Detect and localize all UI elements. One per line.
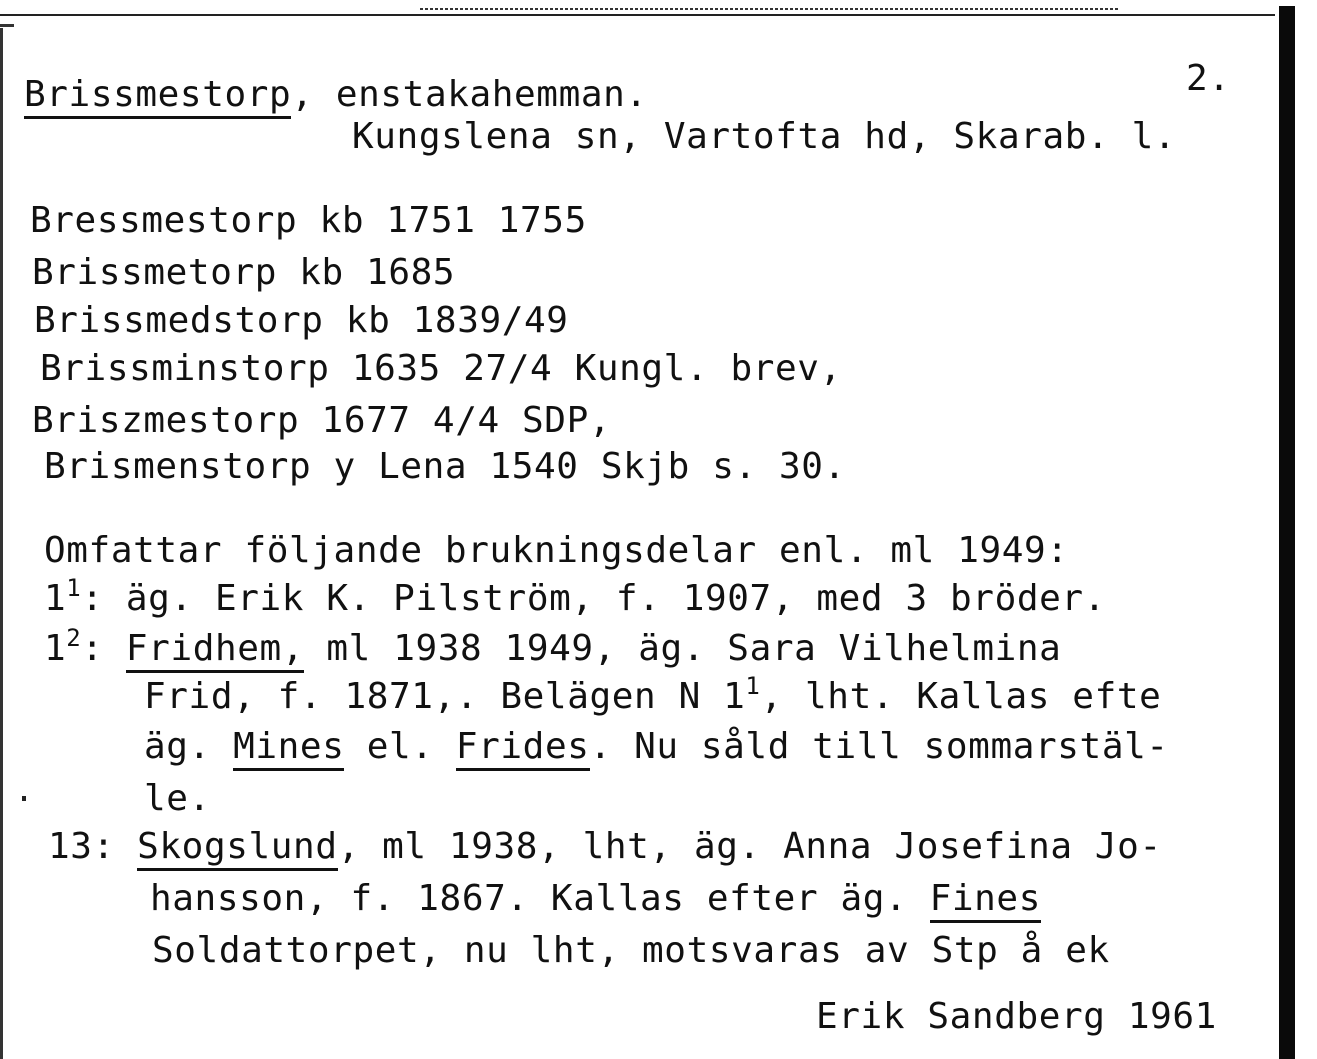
- unit-1-2-alias-2: Frides: [456, 726, 590, 771]
- unit-1-3-sep: :: [92, 826, 138, 867]
- unit-1-2-line-2: [144, 672, 1162, 721]
- unit-1-2-line-4: le.: [144, 778, 211, 819]
- parish-line: Kungslena sn, Vartofta hd, Skarab. l.: [352, 116, 1177, 157]
- unit-1-1-text: : äg. Erik K. Pilström, f. 1907, med 3 bröder.: [81, 578, 1106, 619]
- unit-1-3-line-3: Soldattorpet, nu lht, motsvaras av Stp å ek: [152, 930, 1110, 971]
- unit-1-2-alias-1: Mines: [233, 726, 344, 771]
- units-intro: Omfattar följande brukningsdelar enl. ml 1949:: [44, 530, 1069, 571]
- unit-1-2-line-3: [144, 726, 1169, 768]
- unit-1-3-number: 1: [48, 826, 71, 867]
- spelling-3: Brissmedstorp kb 1839/49: [34, 300, 569, 341]
- spelling-4: Brissminstorp 1635 27/4 Kungl. brev,: [40, 348, 842, 389]
- card-top-edge: [0, 14, 1275, 16]
- place-name: Brissmestorp: [24, 74, 291, 119]
- heading-line: [24, 74, 648, 116]
- card-number: 2.: [1186, 58, 1231, 99]
- spelling-1: Bressmestorp kb 1751 1755: [30, 200, 587, 241]
- unit-1-2-text-2a: Frid, f. 1871,. Belägen N 1: [144, 676, 746, 717]
- unit-1-1: [44, 574, 1106, 623]
- card-right-edge: [1279, 6, 1295, 1059]
- unit-1-2-text-2b: , lht. Kallas efte: [760, 676, 1162, 717]
- spelling-5: Briszmestorp 1677 4/4 SDP,: [32, 400, 612, 441]
- unit-1-3-alias: Fines: [930, 878, 1041, 923]
- unit-1-2-text-3a: äg.: [144, 726, 234, 767]
- ink-speck: [22, 796, 26, 801]
- card-top-edge-dotted: [420, 8, 1120, 10]
- card-left-edge: [0, 28, 3, 1059]
- unit-1-1-sup: 1: [66, 574, 82, 602]
- unit-1-3-name: Skogslund: [137, 826, 337, 871]
- unit-1-3-sup: 3: [70, 826, 93, 867]
- spelling-2: Brissmetorp kb 1685: [32, 252, 456, 293]
- unit-1-2-name: Fridhem,: [126, 628, 304, 673]
- place-type: , enstakahemman.: [291, 74, 648, 115]
- unit-1-2-text-3c: . Nu såld till sommarstäl-: [589, 726, 1169, 767]
- unit-1-2-text-2sup: 1: [745, 672, 761, 700]
- card-corner-mark: [0, 24, 14, 27]
- unit-1-2-text-3b: el.: [344, 726, 456, 767]
- unit-1-2-number: 1: [44, 628, 67, 669]
- unit-1-3-text-1: , ml 1938, lht, äg. Anna Josefina Jo-: [337, 826, 1162, 867]
- signature: Erik Sandberg 1961: [816, 996, 1217, 1037]
- unit-1-2-text-1: ml 1938 1949, äg. Sara Vilhelmina: [304, 628, 1062, 669]
- unit-1-3-text-2a: hansson, f. 1867. Kallas efter äg.: [150, 878, 930, 919]
- unit-1-3-line-2: [150, 878, 1041, 920]
- unit-1-2-sep: :: [81, 628, 126, 669]
- unit-1-2-sup: 2: [66, 624, 82, 652]
- unit-1-2: [44, 624, 1062, 673]
- spelling-6: Brismenstorp y Lena 1540 Skjb s. 30.: [44, 446, 846, 487]
- unit-1-1-number: 1: [44, 578, 67, 619]
- unit-1-3: [48, 826, 1162, 868]
